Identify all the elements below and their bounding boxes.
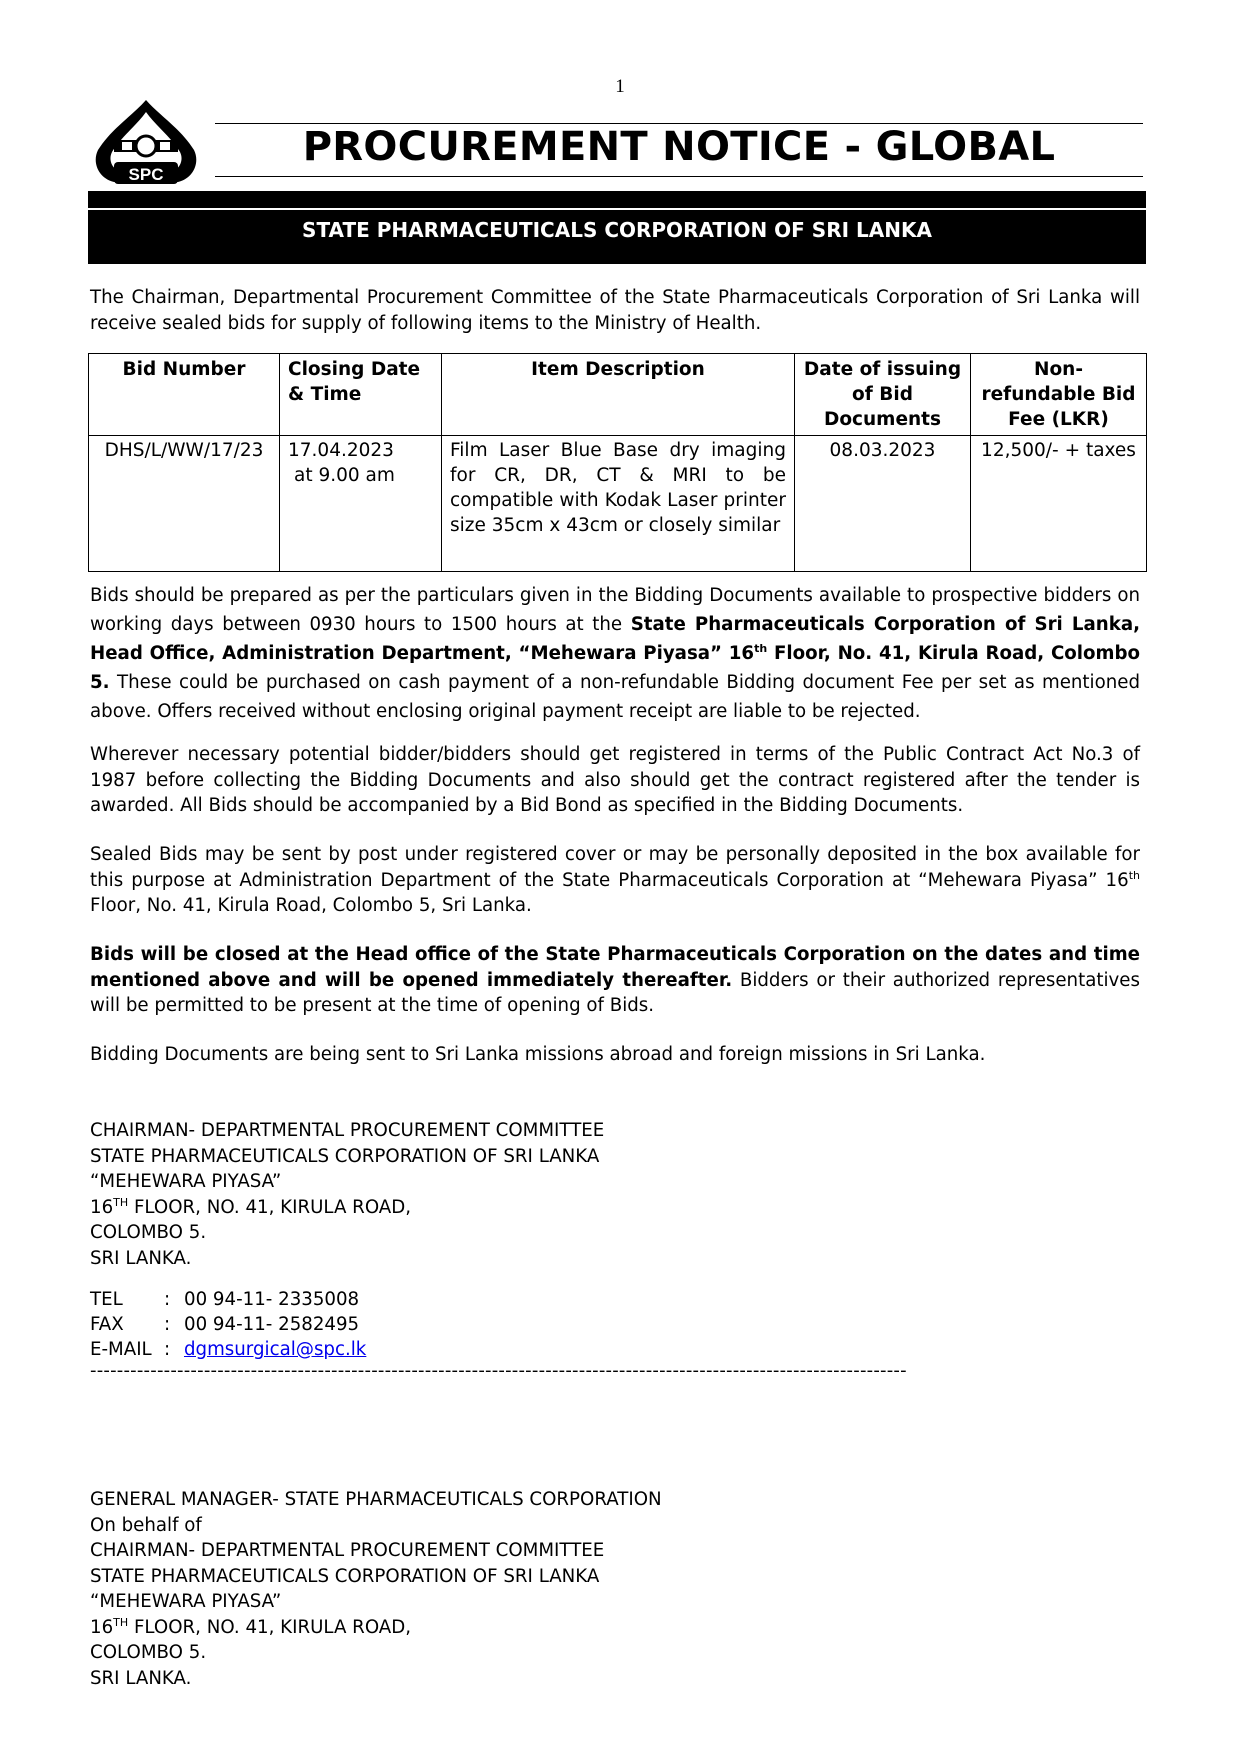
title-rule-bottom [215,176,1143,177]
cell-bid-number: DHS/L/WW/17/23 [89,436,280,572]
table-row [89,436,1147,572]
header-item-description: Item Description [442,354,795,436]
chairman-address: CHAIRMAN- DEPARTMENTAL PROCUREMENT COMMITTEE STATE PHARMACEUTICALS CORPORATION OF SRI LANKA “MEHEWARA PIYASA” 16TH FLOOR, NO. 41, KIRULA ROAD, COLOMBO 5. SRI LANKA. [90,1120,605,1269]
closing-time: at 9.00 am [294,465,395,486]
logo-text: SPC [128,165,164,184]
bids-table [88,353,1147,572]
general-manager-address: GENERAL MANAGER- STATE PHARMACEUTICALS CORPORATION On behalf of CHAIRMAN- DEPARTMENTAL PROCUREMENT COMMITTEE STATE PHARMACEUTICALS CORPORATION OF SRI LANKA “MEHEWARA PIYASA” 16TH FLOOR, NO. 41, KIRULA ROAD, COLOMBO 5. SRI LANKA. [90,1489,662,1689]
separator-dashes: -------------------------------------------------------------------------------------------------------------------------- [90,1360,907,1381]
cell-item-description: Film Laser Blue Base dry imaging for CR, DR, CT & MRI to be compatible with Kodak Laser printer size 35cm x 43cm or closely similar [442,436,795,572]
page-number: 1 [615,76,625,97]
email-row: E-MAIL : dgmsurgical@spc.lk [90,1339,367,1360]
tel-value: 00 94-11- 2335008 [184,1289,360,1310]
header-issue-date: Date of issuing of Bid Documents [795,354,971,436]
tel-row: TEL : 00 94-11- 2335008 [90,1289,360,1310]
cell-issue-date: 08.03.2023 [795,436,971,572]
fax-row: FAX : 00 94-11- 2582495 [90,1314,360,1335]
closing-date: 17.04.2023 [288,440,394,461]
header-bid-number: Bid Number [89,354,280,436]
header-bid-fee: Non-refundable Bid Fee (LKR) [971,354,1147,436]
email-link[interactable]: dgmsurgical@spc.lk [184,1339,367,1360]
registration-paragraph: Wherever necessary potential bidder/bidders should get registered in terms of the Public Contract Act No.3 of 1987 before collecting the Bidding Documents and also should get the contract registered after the tender is awarded. All Bids should be accompanied by a Bid Bond as specified in the Bidding Documents. [90,744,1140,816]
submission-paragraph: Sealed Bids may be sent by post under registered cover or may be personally deposited in the box available for this purpose at Administration Department of the State Pharmaceuticals Corporation at “Mehewara Piyasa” 16th Floor, No. 41, Kirula Road, Colombo 5, Sri Lanka. [90,844,1140,916]
intro-paragraph: The Chairman, Departmental Procurement Committee of the State Pharmaceuticals Corporation of Sri Lanka will receive sealed bids for supply of following items to the Ministry of Health. [90,287,1140,334]
contact-details [90,1287,366,1362]
page-title: PROCUREMENT NOTICE - GLOBAL [302,124,1056,170]
banner-title: STATE PHARMACEUTICALS CORPORATION OF SRI LANKA [302,218,932,242]
bidding-documents-paragraph: Bids should be prepared as per the particulars given in the Bidding Documents available to prospective bidders on working days between 0930 hours to 1500 hours at the State Pharmaceuticals Corporation of Sri Lanka, Head Office, Administration Department, “Mehewara Piyasa” 16th Floor, No. 41, Kirula Road, Colombo 5. These could be purchased on cash payment of a non-refundable Bidding document Fee per set as mentioned above. Offers received without enclosing original payment receipt are liable to be rejected. [90,585,1140,722]
closing-paragraph: Bids will be closed at the Head office of the State Pharmaceuticals Corporation on the dates and time mentioned above and will be opened immediately thereafter. Bidders or their authorized representatives will be permitted to be present at the time of opening of Bids. [90,944,1140,1016]
organization-banner [88,191,1146,264]
cell-bid-fee: 12,500/- + taxes [971,436,1147,572]
table-header-row [89,354,1147,436]
spc-logo-icon [92,98,200,186]
cell-closing-date [280,436,442,572]
missions-paragraph: Bidding Documents are being sent to Sri Lanka missions abroad and foreign missions in Sri Lanka. [90,1044,986,1065]
header-closing-date: Closing Date & Time [280,354,442,436]
fax-value: 00 94-11- 2582495 [184,1314,360,1335]
banner-divider [88,208,1146,210]
